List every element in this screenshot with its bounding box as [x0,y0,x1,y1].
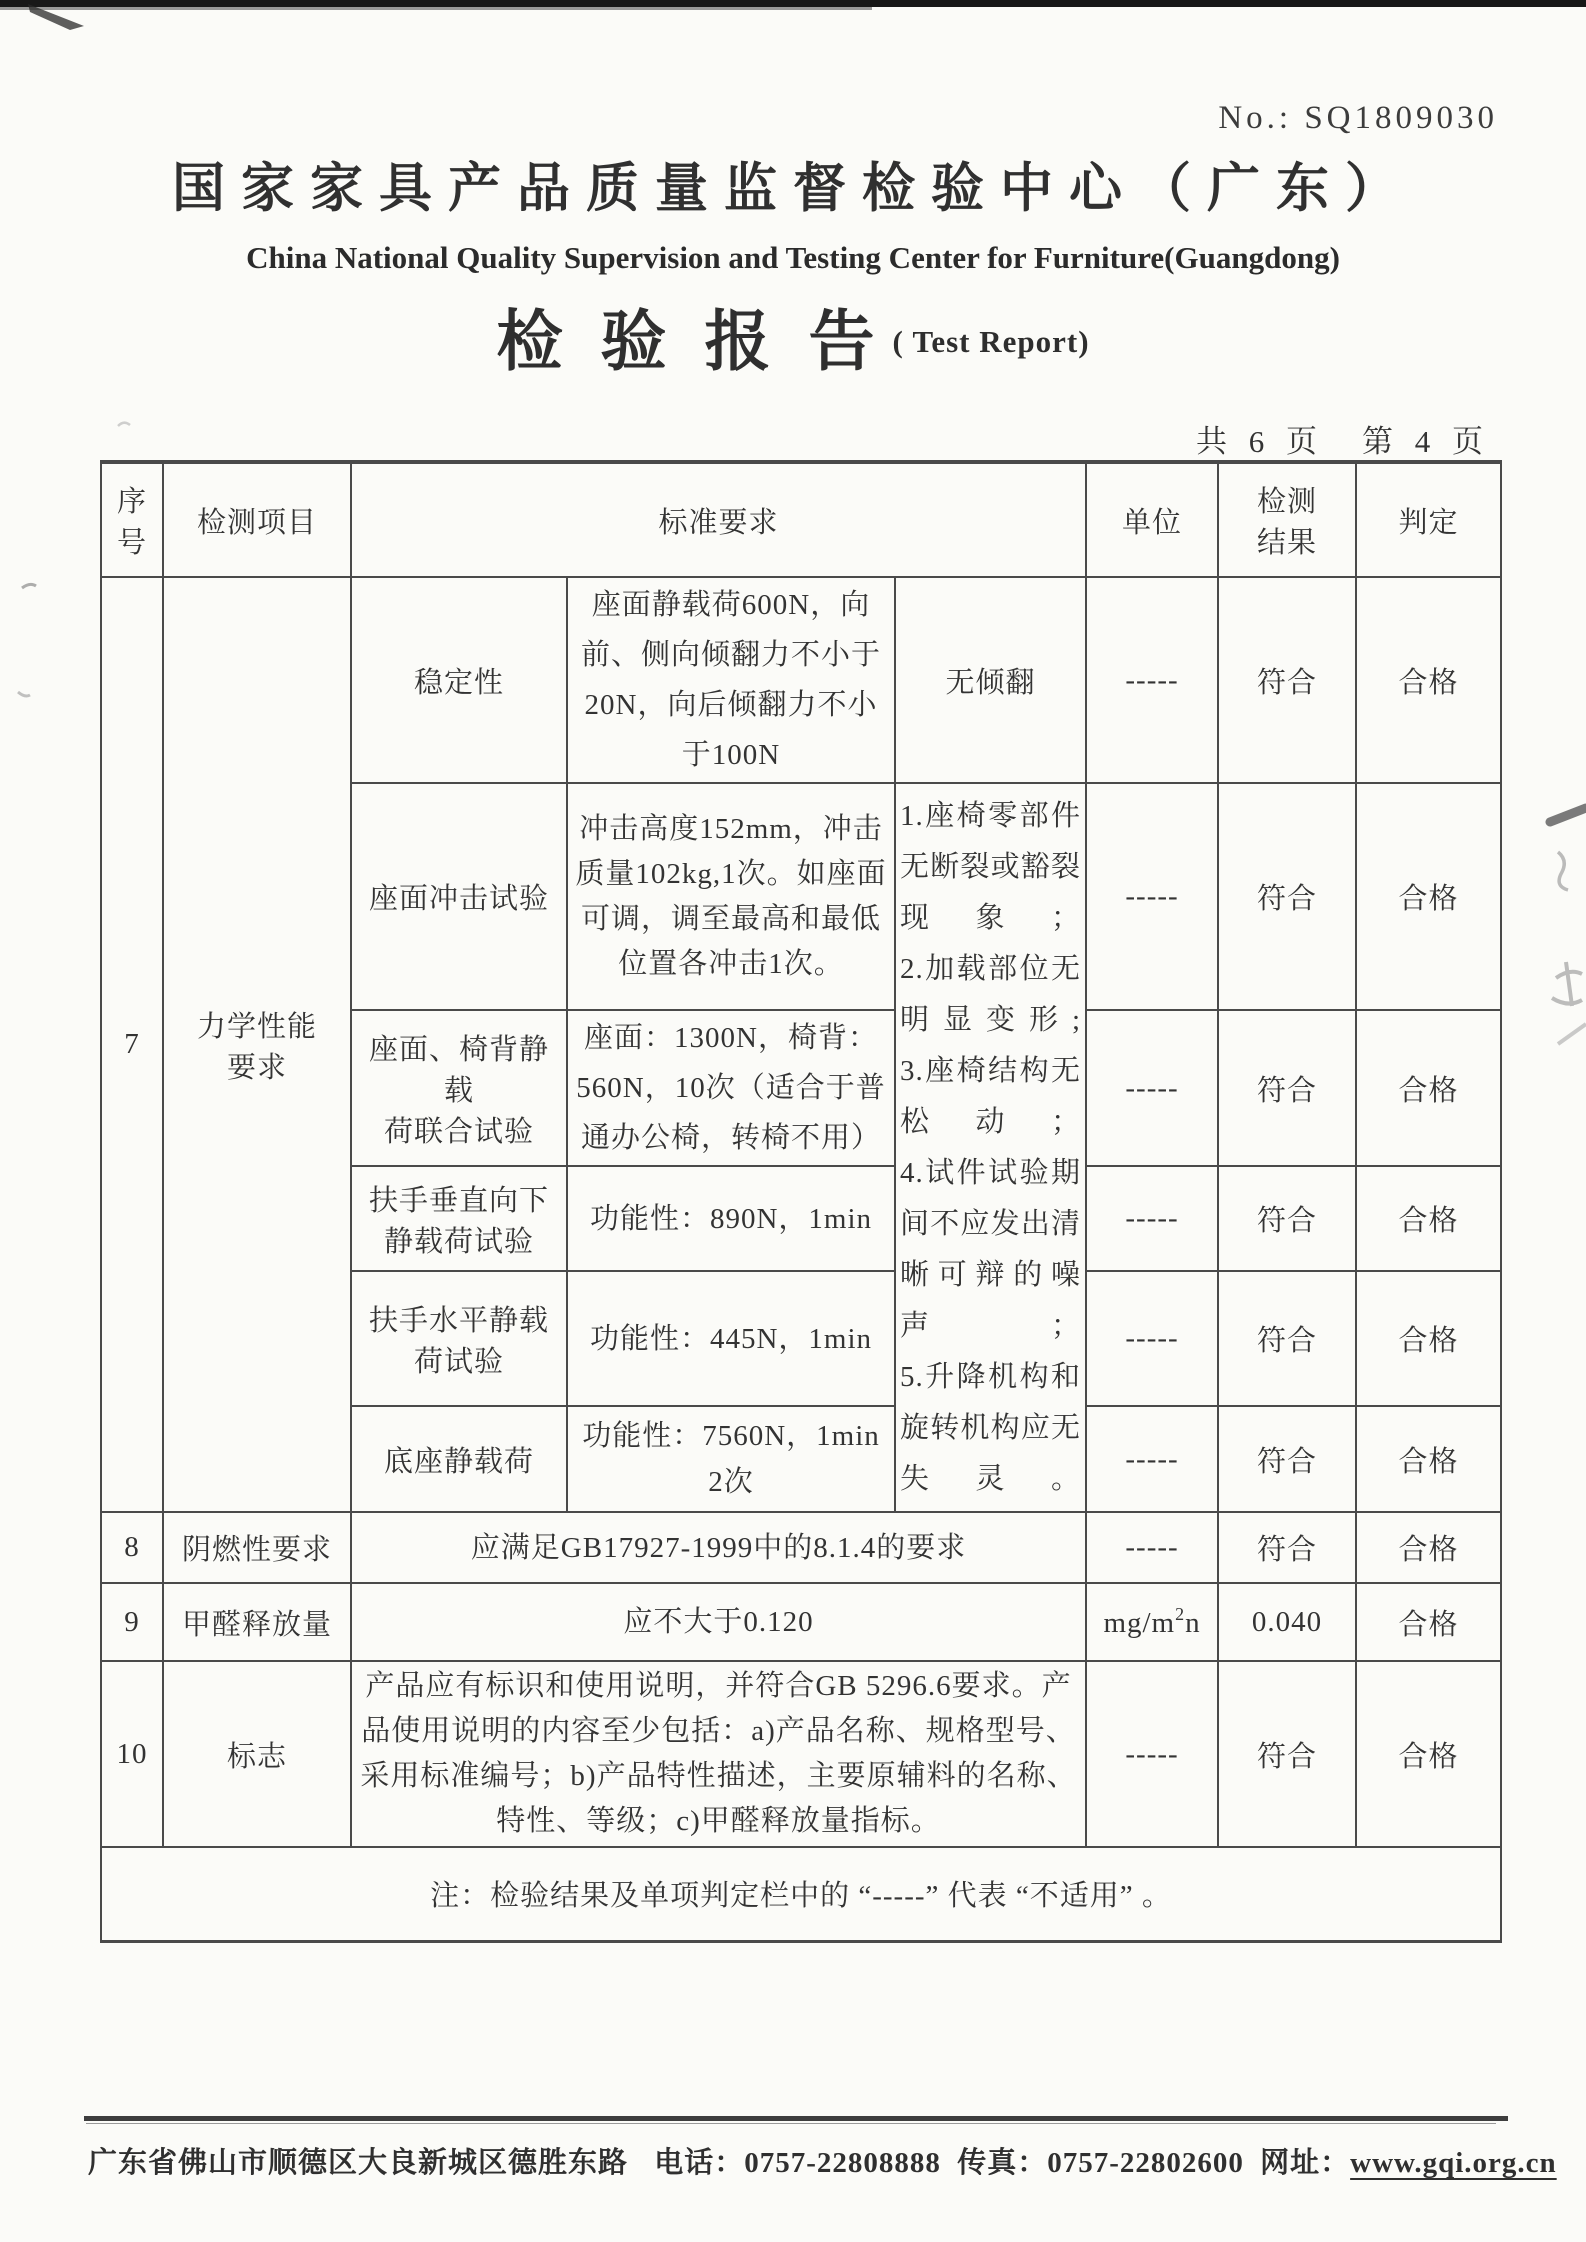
shared-note-1: 1.座椅零部件无断裂或豁裂现象； [900,799,1082,934]
requirement-cell: 功能性：445N，1min [567,1271,895,1406]
header-unit: 单位 [1086,462,1218,577]
center-title-cn: 国家家具产品质量监督检验中心（广东） [172,160,1414,218]
unit-tail: n [1185,1607,1201,1639]
footer-phone: 电话：0757-22808888 [654,2147,941,2179]
seq-9: 9 [101,1583,163,1661]
shared-result-requirements [895,783,1086,1512]
result-cell: 符合 [1218,783,1356,1010]
footer-website-url: www.gqi.org.cn [1350,2147,1557,2179]
test-name-line1: 座面、椅背静载 [368,1033,549,1107]
test-name-line1: 稳定性 [413,666,504,699]
left-mark-artifact-2 [18,692,30,696]
footer-divider [84,2116,1508,2121]
report-title-en: ( Test Report) [892,324,1090,359]
unit-cell: ----- [1086,577,1218,783]
requirement-cell: 座面：1300N，椅背：560N，10次（适合于普通办公椅，转椅不用） [567,1010,895,1166]
header-verdict: 判定 [1356,462,1501,577]
requirement-cell: 产品应有标识和使用说明，并符合GB 5296.6要求。产品使用说明的内容至少包括：a)产品名称、规格型号、采用标准编号；b)产品特性描述，主要原辅料的名称、特性、等级；c)甲醛释放量指标。 [351,1661,1086,1847]
verdict-cell: 合格 [1356,1512,1501,1583]
test-name [351,577,567,783]
item-flammability: 阴燃性要求 [163,1512,351,1583]
verdict-cell: 合格 [1356,783,1501,1010]
right-scribble-artifact-2 [1552,962,1582,1006]
verdict-cell: 合格 [1356,1010,1501,1166]
page-number-info: 共 6 页 第 4 页 [1196,424,1490,459]
header-seq-line1: 序 [116,486,147,518]
test-name-line2: 静载荷试验 [383,1225,534,1258]
result-cell: 符合 [1218,1661,1356,1847]
table-note-row [101,1847,1501,1941]
result-cell: 符合 [1218,577,1356,783]
result-cell: 符合 [1218,1166,1356,1271]
header-item: 检测项目 [163,462,351,577]
header-seq-line2: 号 [116,527,147,559]
table-row-stability [101,577,1501,783]
unit-cell: ----- [1086,1010,1218,1166]
item-mechanical-line1: 力学性能 [196,1010,317,1043]
header-result-line2: 结果 [1257,527,1318,559]
unit-superscript: 2 [1175,1604,1186,1624]
table-row-flammability [101,1512,1501,1583]
test-name [351,1010,567,1166]
result-cell: 符合 [1218,1512,1356,1583]
footer-address: 广东省佛山市顺德区大良新城区德胜东路 [88,2147,629,2179]
test-name [351,783,567,1010]
report-title-cn: 检验报告 [496,306,913,379]
header-result-line1: 检测 [1257,486,1318,518]
center-title-en: China National Quality Supervision and Testing Center for Furniture(Guangdong) [246,240,1340,275]
seq-8: 8 [101,1512,163,1583]
seq-7: 7 [101,577,163,1512]
unit-cell: ----- [1086,1271,1218,1406]
test-name-line1: 扶手水平静载 [368,1304,549,1337]
requirement-cell: 冲击高度152mm，冲击质量102kg,1次。如座面可调，调至最高和最低位置各冲击1次。 [567,783,895,1010]
result-requirement-cell: 无倾翻 [895,577,1086,783]
unit-cell: ----- [1086,1166,1218,1271]
unit-cell: ----- [1086,1661,1218,1847]
shared-note-5: 5.升降机构和旋转机构应无失灵。 [900,1360,1082,1495]
test-name [351,1271,567,1406]
table-header-row [101,462,1501,577]
test-name-line1: 底座静载荷 [383,1445,534,1478]
result-cell: 0.040 [1218,1583,1356,1661]
shared-note-2: 2.加载部位无明显变形; [900,952,1082,1036]
unit-cell: ----- [1086,1512,1218,1583]
test-name-line1: 扶手垂直向下 [368,1184,549,1217]
item-formaldehyde: 甲醛释放量 [163,1583,351,1661]
test-name [351,1406,567,1512]
verdict-cell: 合格 [1356,577,1501,783]
test-name-line2: 荷联合试验 [383,1115,534,1148]
result-cell: 符合 [1218,1271,1356,1406]
table-row-marking [101,1661,1501,1847]
item-mechanical-line2: 要求 [226,1051,287,1084]
test-name [351,1166,567,1271]
test-results-table [100,460,1502,1943]
requirement-cell: 功能性：890N，1min [567,1166,895,1271]
item-mechanical [163,577,351,1512]
scan-edge-artifact [0,0,1586,7]
footer-fax: 传真：0757-22802600 [957,2147,1244,2179]
table-footnote: 注：检验结果及单项判定栏中的 “-----” 代表 “不适用” 。 [101,1847,1501,1941]
unit-cell: ----- [1086,1406,1218,1512]
report-number: No.: SQ1809030 [1218,100,1498,136]
header-seq [101,462,163,577]
table-row-formaldehyde [101,1583,1501,1661]
unit-cell: ----- [1086,783,1218,1010]
requirement-cell: 应不大于0.120 [351,1583,1086,1661]
verdict-cell: 合格 [1356,1271,1501,1406]
shared-note-4: 4.试件试验期间不应发出清晰可辩的噪声； [900,1156,1082,1342]
header-result [1218,462,1356,577]
right-scribble-artifact-3 [1558,1024,1586,1044]
requirement-cell: 应满足GB17927-1999中的8.1.4的要求 [351,1512,1086,1583]
right-pen-stroke-artifact [1550,808,1586,822]
header-requirement: 标准要求 [351,462,1086,577]
shared-note-3: 3.座椅结构无松动； [900,1054,1082,1138]
left-mark-artifact-1 [22,584,36,588]
result-cell: 符合 [1218,1010,1356,1166]
small-dot-artifact [118,423,130,426]
requirement-cell: 功能性：7560N，1min 2次 [567,1406,895,1512]
right-scribble-artifact-1 [1558,852,1568,890]
unit-base: mg/m [1103,1607,1176,1639]
verdict-cell: 合格 [1356,1166,1501,1271]
seq-10: 10 [101,1661,163,1847]
item-marking: 标志 [163,1661,351,1847]
result-cell: 符合 [1218,1406,1356,1512]
unit-cell [1086,1583,1218,1661]
verdict-cell: 合格 [1356,1661,1501,1847]
footer-web-label: 网址： [1260,2147,1351,2179]
test-name-line1: 座面冲击试验 [368,883,549,915]
report-title [0,288,1586,383]
requirement-cell: 座面静载荷600N，向前、侧向倾翻力不小于20N，向后倾翻力不小于100N [567,577,895,783]
verdict-cell: 合格 [1356,1583,1501,1661]
test-name-line2: 荷试验 [413,1345,504,1378]
footer-contact-line [88,2140,1557,2181]
verdict-cell: 合格 [1356,1406,1501,1512]
